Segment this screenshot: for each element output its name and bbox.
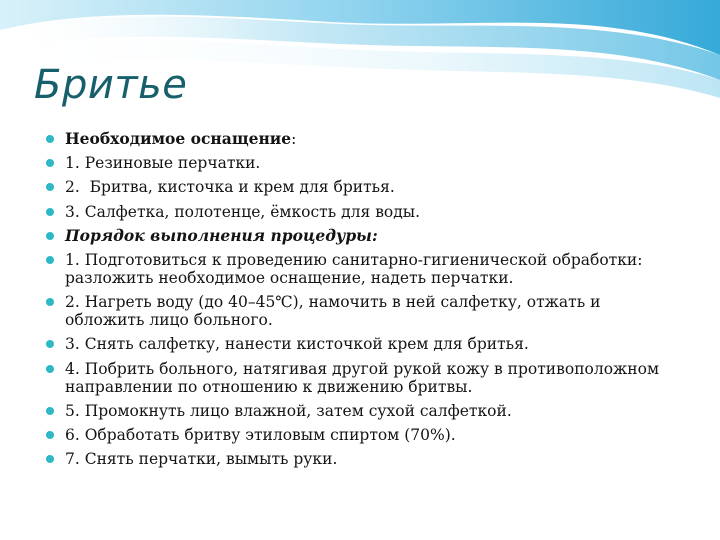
list-item: 7. Снять перчатки, вымыть руки. (42, 450, 682, 468)
list-item: 3. Салфетка, полотенце, ёмкость для воды. (42, 203, 682, 221)
list-item: 4. Побрить больного, натягивая другой рукой кожу в противоположном направлении по отношению к движению бритвы. (42, 360, 682, 396)
list-item: Необходимое оснащение: (42, 130, 682, 148)
list-item (42, 227, 682, 245)
slide-title: Бритье (34, 62, 188, 108)
bullet-icon (46, 298, 54, 306)
bullet-icon (46, 208, 54, 216)
bullet-icon (46, 365, 54, 373)
bullet-icon (46, 232, 54, 240)
content-list (42, 130, 682, 474)
bullet-icon (46, 407, 54, 415)
bullet-icon (46, 135, 54, 143)
list-item: 3. Снять салфетку, нанести кисточкой крем для бритья. (42, 335, 682, 353)
bullet-icon (46, 455, 54, 463)
section-heading-equipment: Необходимое оснащение (65, 129, 292, 148)
list-item: 2. Бритва, кисточка и крем для бритья. (42, 178, 682, 196)
list-item: 1. Подготовиться к проведению санитарно-гигиенической обработки: разложить необходимое оснащение, надеть перчатки. (42, 251, 682, 287)
list-item: 5. Промокнуть лицо влажной, затем сухой салфеткой. (42, 402, 682, 420)
bullet-icon (46, 340, 54, 348)
bullet-icon (46, 256, 54, 264)
bullet-icon (46, 431, 54, 439)
bullet-icon (46, 159, 54, 167)
list-item: 2. Нагреть воду (до 40–45℃), намочить в ней салфетку, отжать и обложить лицо больного. (42, 293, 682, 329)
list-item: 1. Резиновые перчатки. (42, 154, 682, 172)
list-item: 6. Обработать бритву этиловым спиртом (70%). (42, 426, 682, 444)
section-heading-procedure: Порядок выполнения процедуры: (65, 225, 378, 245)
bullet-icon (46, 183, 54, 191)
